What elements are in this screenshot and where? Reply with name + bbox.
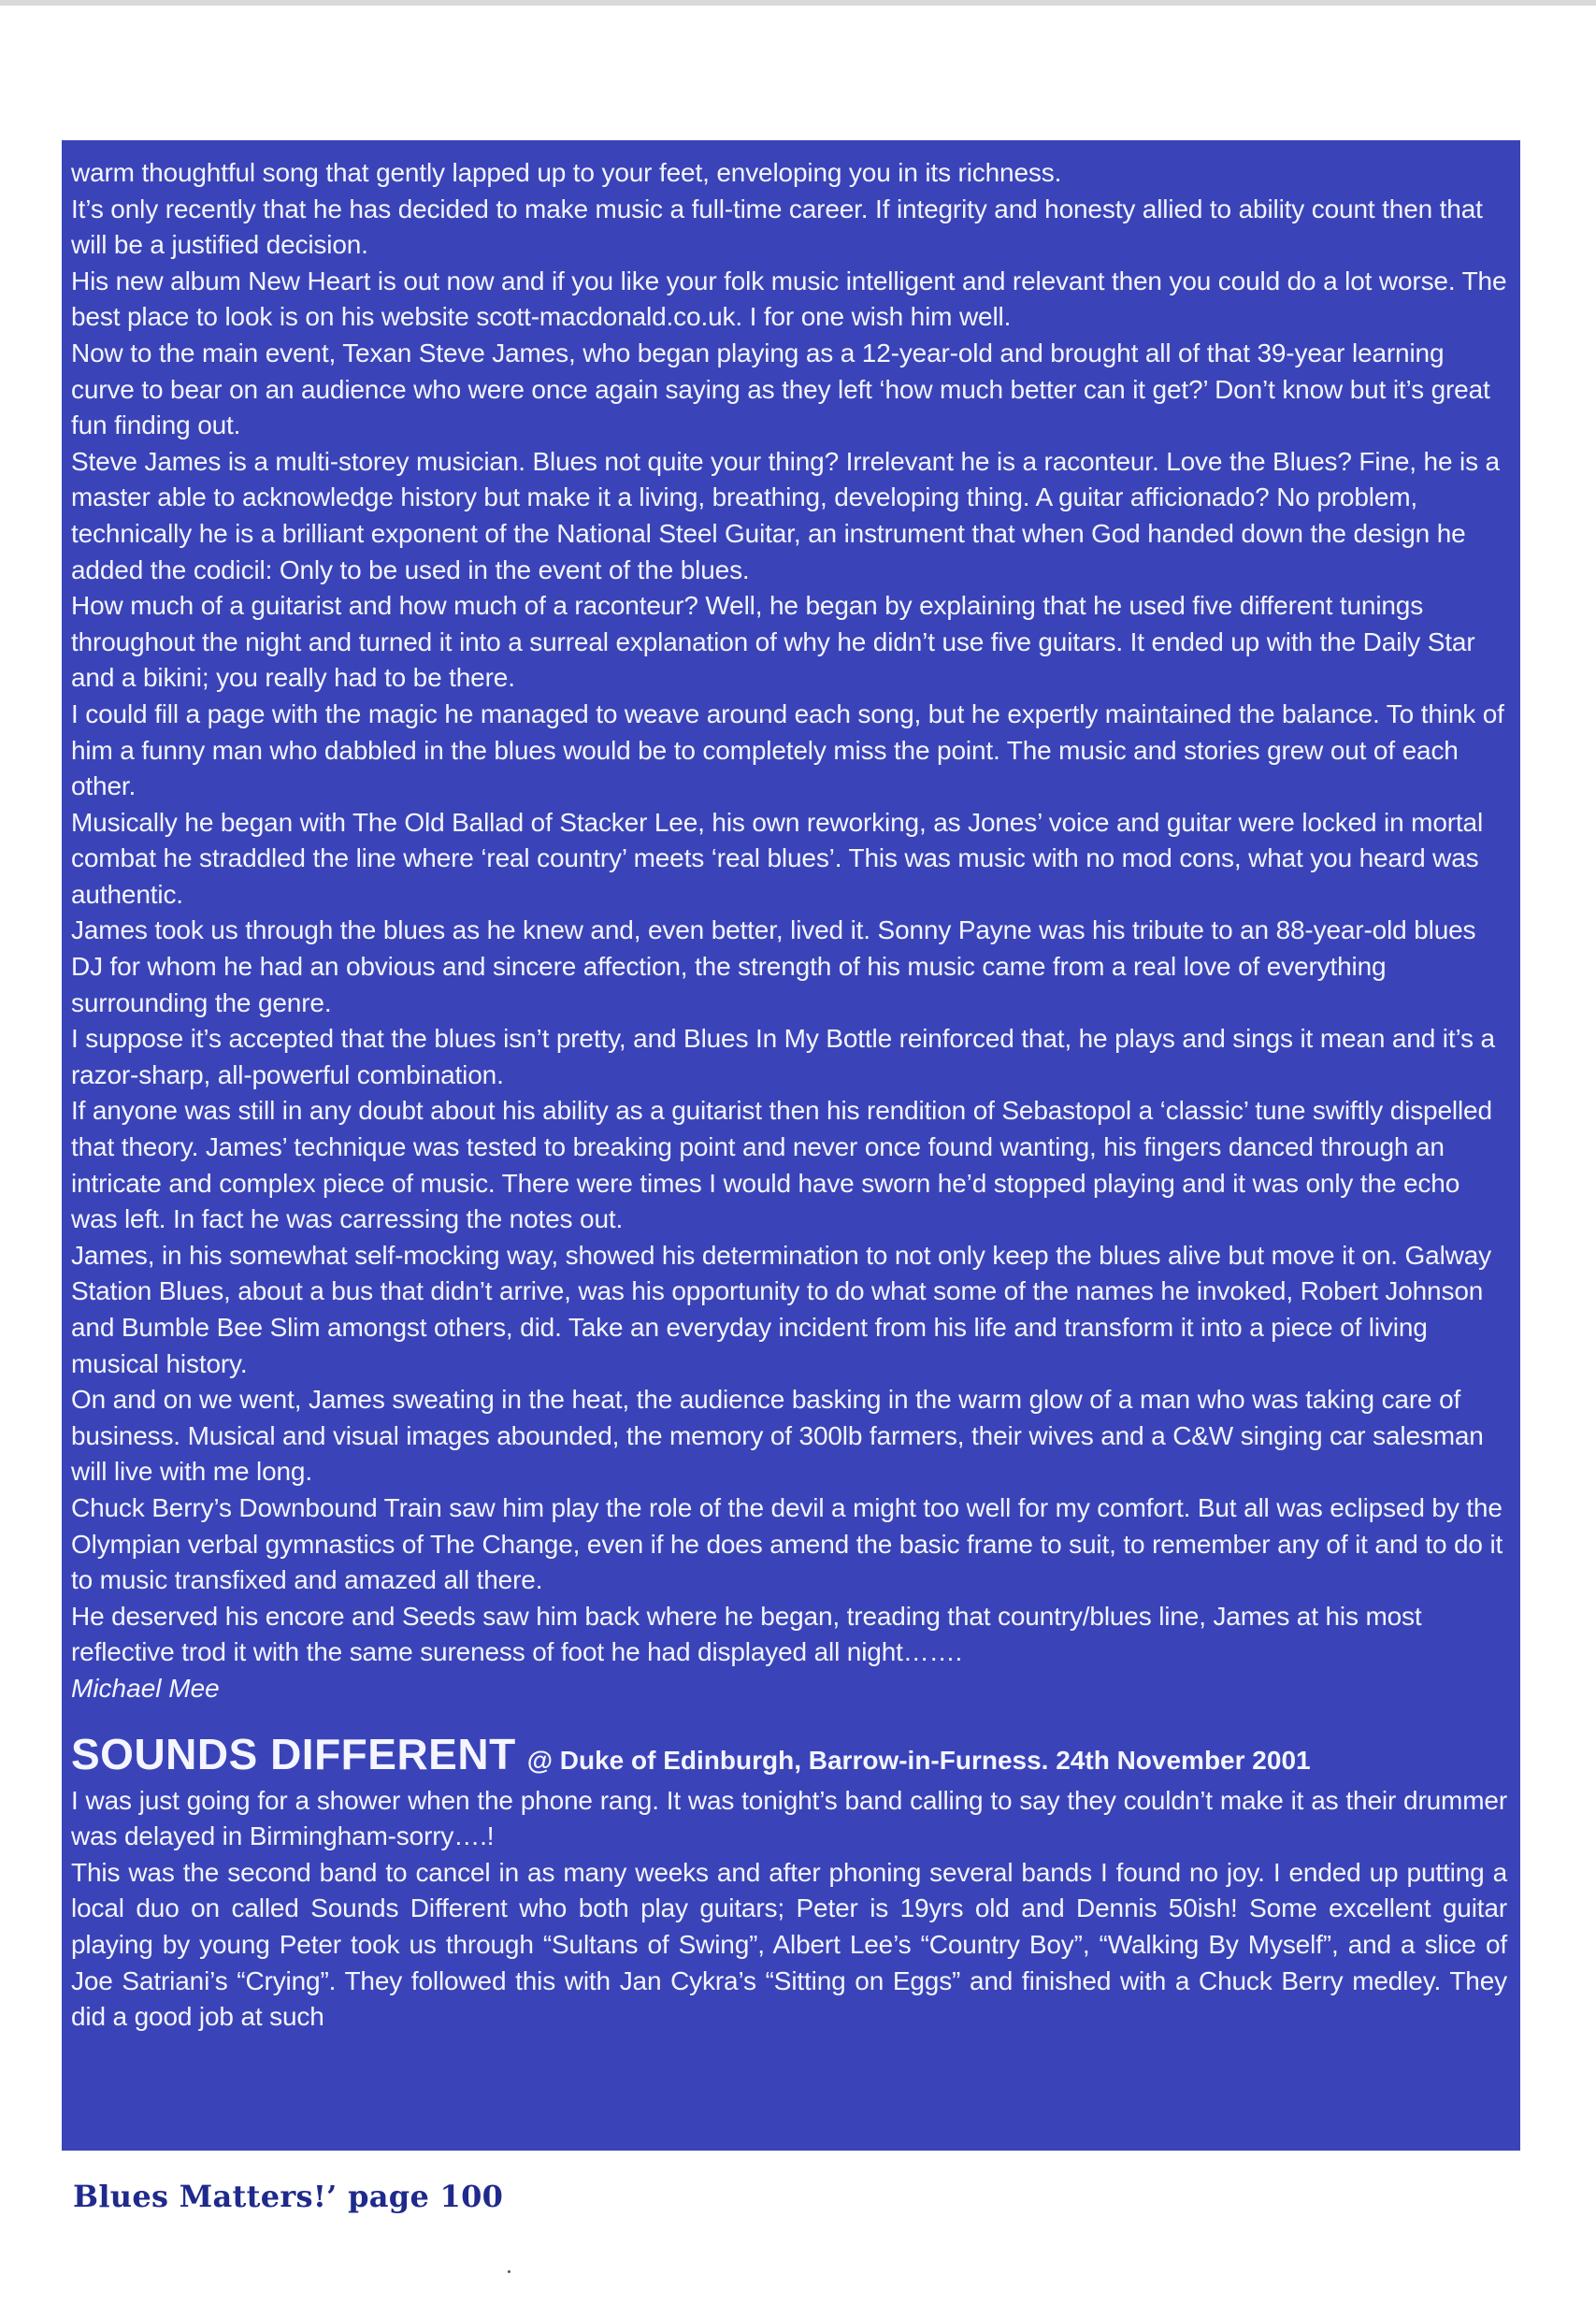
paragraph: I suppose it’s accepted that the blues isn’t pretty, and Blues In My Bottle reinforced that, he plays and sings it mean and it’s a razor-sharp, all-powerful combination. [71, 1024, 1495, 1089]
scan-speck [508, 2270, 510, 2273]
page-footer: Blues Matters!’ page 100 [73, 2179, 504, 2214]
paragraph: I could fill a page with the magic he managed to weave around each song, but he expertly maintained the balance. To think of him a funny man who dabbled in the blues would be to completely miss the point. The music and stories grew out of each other. [71, 698, 1504, 801]
paragraph: If anyone was still in any doubt about his ability as a guitarist then his rendition of Sebastopol a ‘classic’ tune swiftly dispelled that theory. James’ technique was tested to breaking point and never once found wanting, his fingers danced through an intricate and complex piece of music. There were times I would have sworn he’d stopped playing and it was only the echo was left. In fact he was carressing the notes out. [71, 1096, 1492, 1234]
article-panel [62, 140, 1520, 2151]
paragraph: I was just going for a shower when the phone rang. It was tonight’s band calling to say they couldn’t make it as their drummer was delayed in Birmingham-sorry….! [71, 1785, 1507, 1851]
paragraph: Now to the main event, Texan Steve James, who began playing as a 12-year-old and brought all of that 39-year learning curve to bear on an audience who were once again saying as they left ‘how much better can it get?’ Don’t know but it’s great fun finding out. [71, 338, 1490, 440]
paragraph: warm thoughtful song that gently lapped up to your feet, enveloping you in its richness. [71, 158, 1062, 187]
paragraph: His new album New Heart is out now and if you like your folk music intelligent and relevant then you could do a lot worse. The best place to look is on his website scott-macdonald.co.uk. I for one wish him well. [71, 266, 1507, 332]
paragraph: It’s only recently that he has decided to make music a full-time career. If integrity and honesty allied to ability count then that will be a justified decision. [71, 194, 1483, 260]
steve-james-review [71, 155, 1507, 1707]
paragraph: How much of a guitarist and how much of a raconteur? Well, he began by explaining that he used five different tunings throughout the night and turned it into a surreal explanation of why he didn’t use five guitars. It ended up with the Daily Star and a bikini; you really had to be there. [71, 591, 1475, 693]
author-byline: Michael Mee [71, 1673, 220, 1703]
paragraph: James, in his somewhat self-mocking way, showed his determination to not only keep the blues alive but move it on. Galway Station Blues, about a bus that didn’t arrive, was his opportunity to do what some of the names he invoked, Robert Johnson and Bumble Bee Slim amongst others, did. Take an everyday incident from his life and transform it into a piece of living musical history. [71, 1240, 1491, 1378]
paragraph: Steve James is a multi-storey musician. Blues not quite your thing? Irrelevant he is a raconteur. Love the Blues? Fine, he is a master able to acknowledge history but make it a living, breathing, developing thing. A guitar afficionado? No problem, technically he is a brilliant exponent of the National Steel Guitar, an instrument that when God handed down the design he added the codicil: Only to be used in the event of the blues. [71, 446, 1500, 584]
paragraph: On and on we went, James sweating in the heat, the audience basking in the warm glow of a man who was taking care of business. Musical and visual images abounded, the memory of 300lb farmers, their wives and a C&W singing car salesman will live with me long. [71, 1385, 1484, 1487]
page-top-edge [0, 0, 1596, 6]
paragraph: He deserved his encore and Seeds saw him back where he began, treading that country/blues line, James at his most reflective trod it with the same sureness of foot he had displayed all night……. [71, 1601, 1422, 1667]
review-heading [71, 1729, 1507, 1783]
review-title: SOUNDS DIFFERENT [71, 1729, 516, 1778]
review-venue: @ Duke of Edinburgh, Barrow-in-Furness. 24th November 2001 [526, 1745, 1311, 1775]
paragraph: Chuck Berry’s Downbound Train saw him play the role of the devil a might too well for my comfort. But all was eclipsed by the Olympian verbal gymnastics of The Change, even if he does amend the basic frame to suit, to remember any of it and to do it to music transfixed and amazed all there. [71, 1492, 1503, 1595]
sounds-different-review [71, 1729, 1507, 2036]
paragraph: Musically he began with The Old Ballad of Stacker Lee, his own reworking, as Jones’ voice and guitar were locked in mortal combat he straddled the line where ‘real country’ meets ‘real blues’. This was music with no mod cons, what you heard was authentic. [71, 807, 1484, 909]
paragraph: James took us through the blues as he knew and, even better, lived it. Sonny Payne was his tribute to an 88-year-old blues DJ for whom he had an obvious and sincere affection, the strength of his music came from a real love of everything surrounding the genre. [71, 915, 1476, 1017]
paragraph: This was the second band to cancel in as many weeks and after phoning several bands I found no joy. I ended up putting a local duo on called Sounds Different who both play guitars; Peter is 19yrs old and Dennis 50ish! Some excellent guitar playing by young Peter took us through “Sultans of Swing”, Albert Lee’s “Country Boy”, “Walking By Myself”, and a slice of Joe Satriani’s “Crying”. They followed this with Jan Cykra’s “Sitting on Eggs” and finished with a Chuck Berry medley. They did a good job at such [71, 1857, 1507, 2032]
